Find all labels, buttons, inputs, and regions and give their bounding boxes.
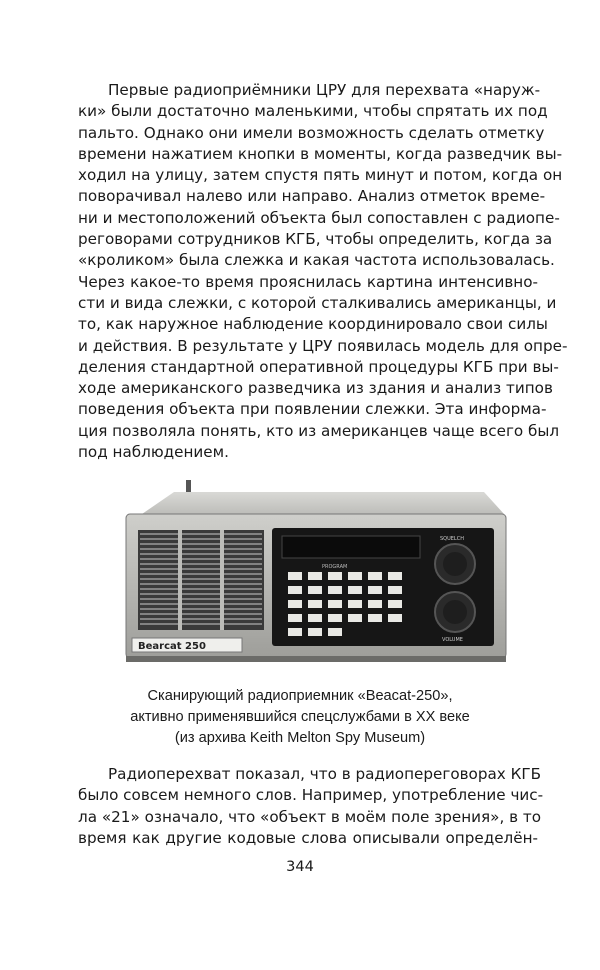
text-line: и действия. В результате у ЦРУ появилась модель для опре- bbox=[78, 336, 568, 355]
display-window bbox=[282, 536, 420, 558]
text-line: сти и вида слежки, с которой сталкивались американцы, и bbox=[78, 293, 557, 312]
knob-top-label: SQUELCH bbox=[440, 536, 464, 542]
text-line: деления стандартной оперативной процедуры КГБ при вы- bbox=[78, 357, 559, 376]
text-line: поведения объекта при появлении слежки. Эта информа- bbox=[78, 400, 547, 419]
keypad-label: PROGRAM bbox=[322, 564, 348, 570]
text-line: пальто. Однако они имели возможность сделать отметку bbox=[78, 123, 545, 142]
knob-bottom-label: VOLUME bbox=[442, 637, 463, 643]
caption-line: активно применявшийся спецслужбами в ХХ веке bbox=[130, 709, 470, 725]
text-line: времени нажатием кнопки в моменты, когда разведчик вы- bbox=[78, 144, 563, 163]
paragraph-intercept-history bbox=[78, 80, 568, 463]
case-base bbox=[126, 656, 506, 662]
page-number: 344 bbox=[286, 859, 314, 875]
figure-caption bbox=[60, 686, 540, 749]
text-line: ходил на улицу, затем спустя пять минут и потом, когда он bbox=[78, 166, 563, 185]
text-line: Первые радиоприёмники ЦРУ для перехвата «наруж- bbox=[108, 81, 541, 99]
speaker-grille bbox=[138, 530, 264, 630]
text-line: ходе американского разведчика из здания и анализ типов bbox=[78, 379, 553, 398]
text-line: ки» были достаточно маленькими, чтобы спрятать их под bbox=[78, 102, 548, 121]
caption-line: Сканирующий радиоприемник «Beacat-250», bbox=[147, 688, 453, 704]
caption-line: (из архива Keith Melton Spy Museum) bbox=[174, 730, 426, 746]
text-line: ла «21» означало, что «объект в моём поле зрения», в то bbox=[78, 807, 542, 826]
case-top bbox=[142, 492, 504, 514]
text-line: было совсем немного слов. Например, употребление чис- bbox=[78, 786, 544, 805]
text-line: ни и местоположений объекта был сопоставлен с радиопе- bbox=[78, 208, 560, 227]
text-line: реговорами сотрудников КГБ, чтобы определить, когда за bbox=[78, 230, 553, 249]
scanner-radio-photo bbox=[112, 478, 508, 674]
text-line: Радиоперехват показал, что в радиопереговорах КГБ bbox=[108, 765, 542, 783]
text-line: ция позволяла понять, кто из американцев чаще всего был bbox=[78, 421, 560, 440]
text-line: под наблюдением. bbox=[78, 443, 229, 462]
paragraph-kgb-vocabulary bbox=[78, 764, 544, 849]
text-line: поворачивал налево или направо. Анализ отметок време- bbox=[78, 187, 546, 206]
model-label: Bearcat 250 bbox=[138, 641, 206, 652]
text-line: «кроликом» была слежка и какая частота использовалась. bbox=[78, 251, 555, 270]
text-line: время как другие кодовые слова описывали определён- bbox=[78, 828, 538, 847]
text-line: Через какое-то время прояснилась картина интенсивно- bbox=[78, 272, 538, 291]
text-line: то, как наружное наблюдение координировало свои силы bbox=[78, 315, 548, 334]
